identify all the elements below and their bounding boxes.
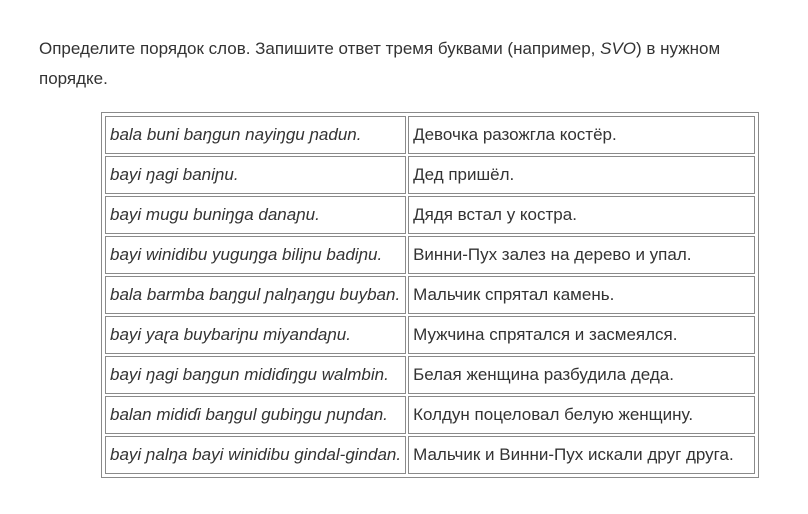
table-row (105, 276, 755, 314)
source-sentence: bayi ŋagi baniɲu. (105, 156, 406, 194)
source-sentence: bayi mugu buniŋga danaɲu. (105, 196, 406, 234)
translation: Колдун поцеловал белую женщину. (408, 396, 755, 434)
table-row (105, 356, 755, 394)
table-row (105, 196, 755, 234)
translation: Мальчик и Винни-Пух искали друг друга. (408, 436, 755, 474)
translation: Дед пришёл. (408, 156, 755, 194)
translation: Дядя встал у костра. (408, 196, 755, 234)
translation: Белая женщина разбудила деда. (408, 356, 755, 394)
translation: Девочка разожгла костёр. (408, 116, 755, 154)
source-sentence: bayi ɲalŋa bayi winidibu gindal-gindan. (105, 436, 406, 474)
source-sentence: bayi ŋagi baŋgun midiɗiŋgu walmbin. (105, 356, 406, 394)
sentence-table (101, 112, 759, 478)
translation: Винни-Пух залез на дерево и упал. (408, 236, 755, 274)
table-row (105, 116, 755, 154)
instruction-example: SVO (600, 39, 637, 58)
source-sentence: bala barmba baŋgul ɲalŋaŋgu buyban. (105, 276, 406, 314)
table-row (105, 396, 755, 434)
task-instruction (39, 34, 779, 94)
source-sentence: bayi yaɽa buybariɲu miyandaɲu. (105, 316, 406, 354)
instruction-text-end: ) в нужном порядке. (39, 39, 721, 88)
source-sentence: balan midiɗi baŋgul gubiŋgu ɲuɲdan. (105, 396, 406, 434)
table-row (105, 436, 755, 474)
table-row (105, 156, 755, 194)
translation: Мальчик спрятал камень. (408, 276, 755, 314)
translation: Мужчина спрятался и засмеялся. (408, 316, 755, 354)
source-sentence: bayi winidibu yuguŋga biliɲu badiɲu. (105, 236, 406, 274)
table-row (105, 316, 755, 354)
source-sentence: bala buni baŋgun nayiŋgu ɲadun. (105, 116, 406, 154)
table-row (105, 236, 755, 274)
instruction-text-start: Определите порядок слов. Запишите ответ тремя буквами (например, (39, 39, 601, 58)
